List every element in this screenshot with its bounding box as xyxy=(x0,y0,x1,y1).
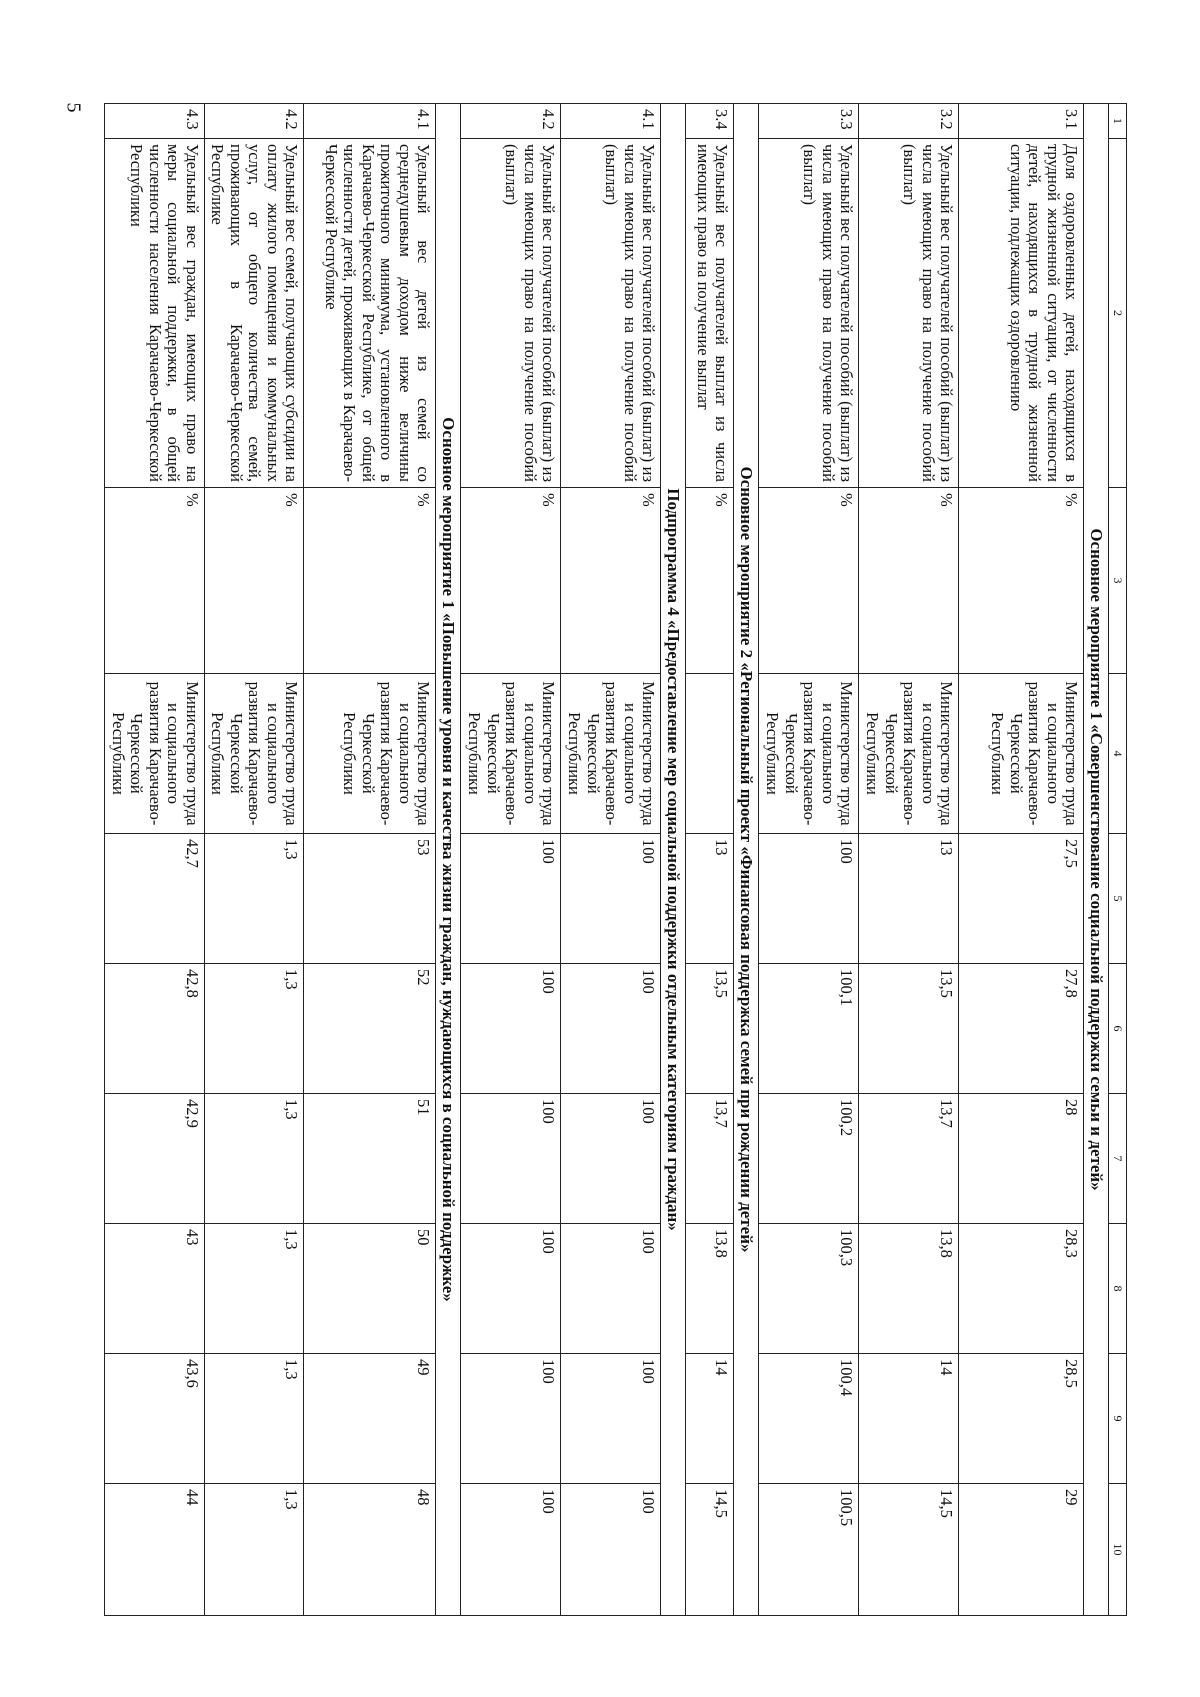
value-cell: 100 xyxy=(561,1094,661,1224)
value-cell: 29 xyxy=(959,1484,1084,1616)
value-cell: 14,5 xyxy=(859,1484,959,1616)
value-cell: 13,5 xyxy=(686,964,734,1094)
value-cell: 14 xyxy=(686,1354,734,1484)
row-number-cell: 4.3 xyxy=(105,104,204,139)
rotated-table-frame xyxy=(108,103,1127,1615)
column-number-cell: 2 xyxy=(1109,139,1127,488)
value-cell: 49 xyxy=(304,1354,436,1484)
unit-cell: % xyxy=(304,488,436,674)
column-number-cell: 1 xyxy=(1109,104,1127,139)
value-cell: 44 xyxy=(105,1484,204,1616)
section-title: Основное мероприятие 2 «Региональный проект «Финансовая поддержка семей при рождении детей» xyxy=(734,104,759,1616)
value-cell: 28 xyxy=(959,1094,1084,1224)
value-cell: 100 xyxy=(561,1224,661,1354)
unit-cell: % xyxy=(859,488,959,674)
unit-cell: % xyxy=(461,488,561,674)
value-cell: 13 xyxy=(686,834,734,964)
section-title-row xyxy=(1084,104,1109,1616)
section-title-row xyxy=(734,104,759,1616)
value-cell: 13,8 xyxy=(686,1224,734,1354)
executor-cell: Министерство труда и социального развития Карачаево-Черкесской Республики xyxy=(105,674,204,834)
value-cell: 1,3 xyxy=(204,964,303,1094)
value-cell: 100 xyxy=(461,834,561,964)
value-cell: 1,3 xyxy=(204,1224,303,1354)
value-cell: 52 xyxy=(304,964,436,1094)
section-title-row xyxy=(661,104,686,1616)
unit-cell: % xyxy=(959,488,1084,674)
unit-cell: % xyxy=(686,488,734,674)
value-cell: 28,3 xyxy=(959,1224,1084,1354)
row-number-cell: 4.2 xyxy=(461,104,561,139)
section-title: Подпрограмма 4 «Предоставление мер социальной поддержки отдельным категориям граждан» xyxy=(661,104,686,1616)
value-cell: 1,3 xyxy=(204,834,303,964)
column-number-cell: 4 xyxy=(1109,674,1127,834)
value-cell: 14,5 xyxy=(686,1484,734,1616)
row-number-cell: 4.2 xyxy=(204,104,303,139)
indicator-description-cell: Удельный вес получателей пособий (выплат) из числа имеющих право на получение пособий (выплат) xyxy=(759,139,859,488)
value-cell: 1,3 xyxy=(204,1484,303,1616)
table-row xyxy=(304,104,436,1616)
table-row xyxy=(759,104,859,1616)
column-number-row xyxy=(1109,104,1127,1616)
table-row xyxy=(686,104,734,1616)
row-number-cell: 3.1 xyxy=(959,104,1084,139)
value-cell: 13,8 xyxy=(859,1224,959,1354)
column-number-cell: 9 xyxy=(1109,1354,1127,1484)
value-cell: 100 xyxy=(461,964,561,1094)
indicator-description-cell: Удельный вес получателей выплат из числа имеющих право на получение выплат xyxy=(686,139,734,488)
row-number-cell: 3.2 xyxy=(859,104,959,139)
column-number-cell: 5 xyxy=(1109,834,1127,964)
unit-cell: % xyxy=(561,488,661,674)
value-cell: 13,7 xyxy=(859,1094,959,1224)
table-row xyxy=(204,104,303,1616)
unit-cell: % xyxy=(105,488,204,674)
value-cell: 27,8 xyxy=(959,964,1084,1094)
value-cell: 100 xyxy=(561,1354,661,1484)
executor-cell xyxy=(686,674,734,834)
column-number-cell: 7 xyxy=(1109,1094,1127,1224)
column-number-cell: 8 xyxy=(1109,1224,1127,1354)
row-number-cell: 3.4 xyxy=(686,104,734,139)
executor-cell: Министерство труда и социального развития Карачаево-Черкесской Республики xyxy=(859,674,959,834)
column-number-cell: 6 xyxy=(1109,964,1127,1094)
table-row xyxy=(461,104,561,1616)
value-cell: 51 xyxy=(304,1094,436,1224)
indicator-description-cell: Доля оздоровленных детей, находящихся в трудной жизненной ситуации, от численности детей, находящихся в трудной жизненной ситуации, подлежащих оздоровлению xyxy=(959,139,1084,488)
row-number-cell: 3.3 xyxy=(759,104,859,139)
value-cell: 28,5 xyxy=(959,1354,1084,1484)
indicator-description-cell: Удельный вес граждан, имеющих право на меры социальной поддержки, в общей численности населения Карачаево-Черкесской Республики xyxy=(105,139,204,488)
unit-cell: % xyxy=(759,488,859,674)
section-title-row xyxy=(436,104,461,1616)
executor-cell: Министерство труда и социального развития Карачаево-Черкесской Республики xyxy=(204,674,303,834)
value-cell: 14 xyxy=(859,1354,959,1484)
executor-cell: Министерство труда и социального развития Карачаево-Черкесской Республики xyxy=(759,674,859,834)
value-cell: 100,2 xyxy=(759,1094,859,1224)
row-number-cell: 4.1 xyxy=(561,104,661,139)
executor-cell: Министерство труда и социального развития Карачаево-Черкесской Республики xyxy=(561,674,661,834)
unit-cell: % xyxy=(204,488,303,674)
indicator-description-cell: Удельный вес получателей пособий (выплат) из числа имеющих право на получение пособий (выплат) xyxy=(859,139,959,488)
table-row xyxy=(561,104,661,1616)
row-number-cell: 4.1 xyxy=(304,104,436,139)
value-cell: 100,3 xyxy=(759,1224,859,1354)
column-number-cell: 10 xyxy=(1109,1484,1127,1616)
value-cell: 27,5 xyxy=(959,834,1084,964)
table-row xyxy=(959,104,1084,1616)
value-cell: 48 xyxy=(304,1484,436,1616)
value-cell: 42,8 xyxy=(105,964,204,1094)
section-title: Основное мероприятие 1 «Совершенствование социальной поддержки семьи и детей» xyxy=(1084,104,1109,1616)
value-cell: 53 xyxy=(304,834,436,964)
indicator-description-cell: Удельный вес получателей пособий (выплат) из числа имеющих право на получение пособий (выплат) xyxy=(561,139,661,488)
indicators-table xyxy=(104,103,1127,1616)
executor-cell: Министерство труда и социального развития Карачаево-Черкесской Республики xyxy=(959,674,1084,834)
value-cell: 100 xyxy=(561,964,661,1094)
column-number-cell: 3 xyxy=(1109,488,1127,674)
value-cell: 100 xyxy=(461,1094,561,1224)
value-cell: 42,9 xyxy=(105,1094,204,1224)
executor-cell: Министерство труда и социального развития Карачаево-Черкесской Республики xyxy=(304,674,436,834)
value-cell: 100,4 xyxy=(759,1354,859,1484)
indicator-description-cell: Удельный вес детей из семей со среднедушевым доходом ниже величины прожиточного минимума, установленного в Карачаево-Черкесской Республике, от общей численности детей, проживающих в Карачаево-Черкесской Республике xyxy=(304,139,436,488)
value-cell: 100 xyxy=(461,1484,561,1616)
value-cell: 42,7 xyxy=(105,834,204,964)
value-cell: 43,6 xyxy=(105,1354,204,1484)
value-cell: 13 xyxy=(859,834,959,964)
value-cell: 100,1 xyxy=(759,964,859,1094)
value-cell: 100,5 xyxy=(759,1484,859,1616)
table-row xyxy=(859,104,959,1616)
value-cell: 100 xyxy=(561,834,661,964)
value-cell: 100 xyxy=(461,1354,561,1484)
value-cell: 1,3 xyxy=(204,1354,303,1484)
value-cell: 1,3 xyxy=(204,1094,303,1224)
table-row xyxy=(105,104,204,1616)
value-cell: 13,5 xyxy=(859,964,959,1094)
indicator-description-cell: Удельный вес семей, получающих субсидии на оплату жилого помещения и коммунальных услуг, от общего количества семей, проживающих в Карачаево-Черкесской Республике xyxy=(204,139,303,488)
value-cell: 13,7 xyxy=(686,1094,734,1224)
indicator-description-cell: Удельный вес получателей пособий (выплат) из числа имеющих право на получение пособий (выплат) xyxy=(461,139,561,488)
value-cell: 100 xyxy=(561,1484,661,1616)
value-cell: 43 xyxy=(105,1224,204,1354)
executor-cell: Министерство труда и социального развития Карачаево-Черкесской Республики xyxy=(461,674,561,834)
value-cell: 100 xyxy=(759,834,859,964)
value-cell: 50 xyxy=(304,1224,436,1354)
section-title: Основное мероприятие 1 «Повышение уровня и качества жизни граждан, нуждающихся в социальной поддержке» xyxy=(436,104,461,1616)
page-number: 5 xyxy=(62,102,85,113)
value-cell: 100 xyxy=(461,1224,561,1354)
